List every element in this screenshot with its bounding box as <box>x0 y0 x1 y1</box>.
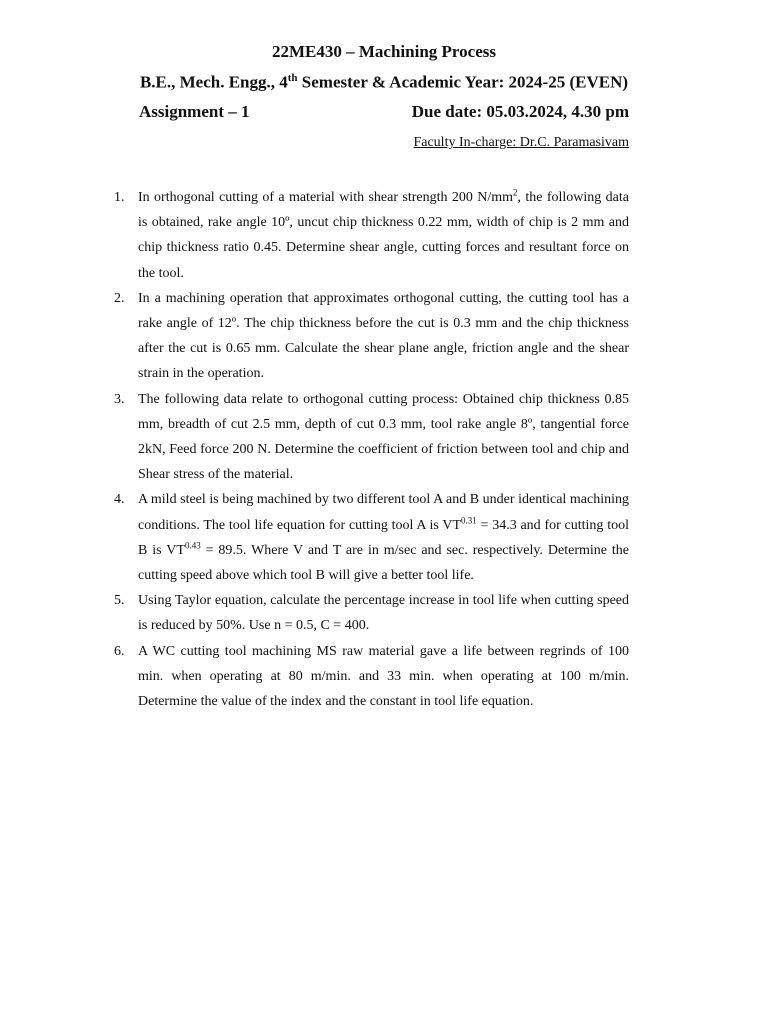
question-item <box>114 185 629 286</box>
question-item <box>114 387 629 488</box>
question-item <box>114 588 629 638</box>
question-item <box>114 639 629 715</box>
question-text: A WC cutting tool machining MS raw material gave a life between regrinds of 100 min. when operating at 80 m/min. and 33 min. when operating at 100 m/min. Determine the value of the index and the constant in tool life equation. <box>138 643 629 710</box>
question-list <box>114 185 629 714</box>
question-item <box>114 487 629 588</box>
question-number: 5. <box>114 593 125 609</box>
question-superscript: 2 <box>513 187 518 198</box>
subtitle-part-a: B.E., Mech. Engg., 4 <box>139 72 288 92</box>
course-title: 22ME430 – Machining Process <box>272 42 496 61</box>
question-text: The following data relate to orthogonal cutting process: Obtained chip thickness 0.85 mm, breadth of cut 2.5 mm, depth of cut 0.3 mm, tool rake angle 8º, tangential force 2kN, Feed force 200 N. Determine the coefficient of friction between tool and chip and Shear stress of the material. <box>138 391 629 483</box>
question-number: 1. <box>114 190 125 205</box>
program-subtitle <box>0 72 768 93</box>
question-number: 2. <box>114 290 125 306</box>
due-date: Due date: 05.03.2024, 4.30 pm <box>411 102 629 121</box>
question-text: A mild steel is being machined by two different tool A and B under identical machining conditions. The tool life equation for cutting tool A is VT <box>138 492 629 533</box>
question-item <box>114 286 629 387</box>
question-number: 4. <box>114 492 125 508</box>
question-number: 6. <box>114 643 125 659</box>
subtitle-part-b: Semester & Academic Year: 2024-25 (EVEN) <box>297 72 629 92</box>
faculty-in-charge: Faculty In-charge: Dr.C. Paramasivam <box>413 135 629 150</box>
question-text: = 89.5. Where V and T are in m/sec and sec. respectively. Determine the cutting speed above which tool B will give a better tool life. <box>138 542 629 584</box>
subtitle-superscript: th <box>287 72 298 84</box>
assignment-row <box>139 102 629 122</box>
question-text: Using Taylor equation, calculate the percentage increase in tool life when cutting speed is reduced by 50%. Use n = 0.5, C = 400. <box>138 593 629 634</box>
question-text: In orthogonal cutting of a material with shear strength 200 N/mm <box>138 190 513 205</box>
question-text: = 34.3 and for cutting tool B is VT <box>138 517 629 558</box>
question-superscript: 0.31 <box>461 514 477 525</box>
assignment-label: Assignment – 1 <box>139 102 250 121</box>
question-text: In a machining operation that approximates orthogonal cutting, the cutting tool has a rake angle of 12º. The chip thickness before the cut is 0.3 mm and the chip thickness after the cut is 0.65 mm. Calculate the shear plane angle, friction angle and the shear strain in the operation. <box>138 290 629 382</box>
question-superscript: 0.43 <box>184 540 201 551</box>
question-number: 3. <box>114 391 125 407</box>
question-text: , the following data is obtained, rake angle 10º, uncut chip thickness 0.22 mm, width of chip is 2 mm and chip thickness ratio 0.45. Determine shear angle, cutting forces and resultant force on the tool. <box>138 190 629 281</box>
